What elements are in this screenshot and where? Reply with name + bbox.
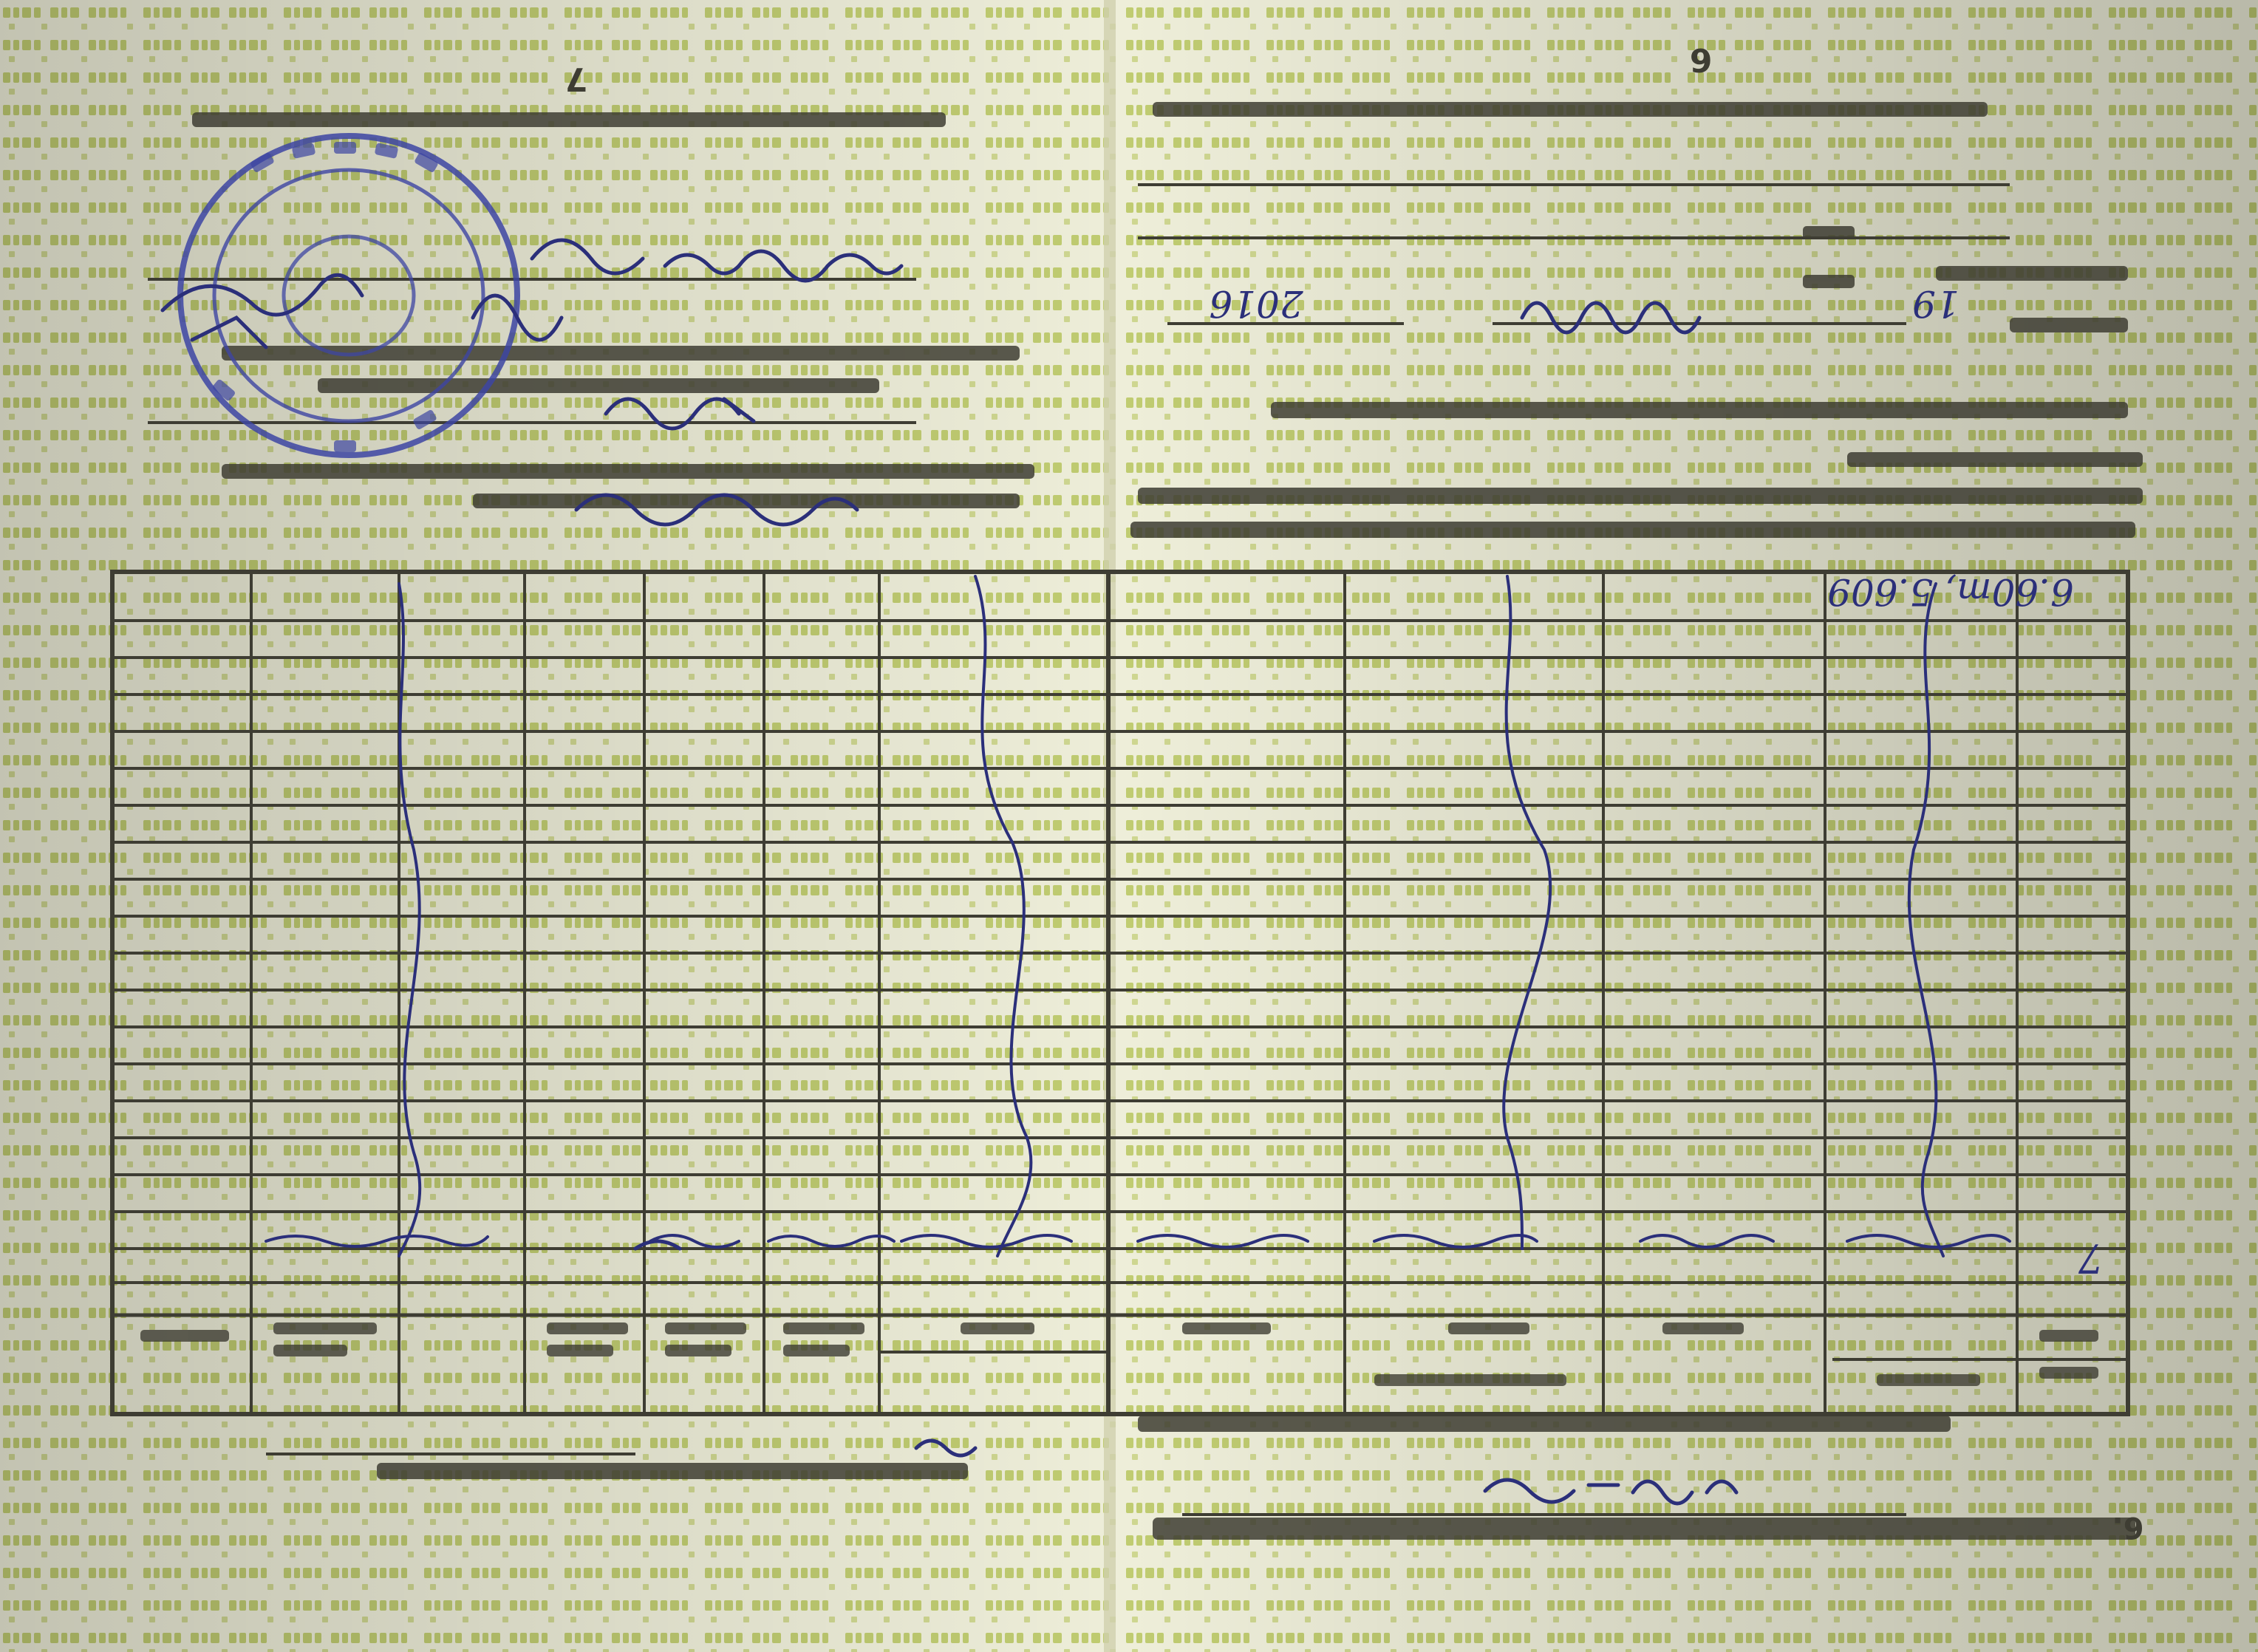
handwritten-entry-1: 6.60m, 5.609 xyxy=(1827,570,2074,613)
left-page-number xyxy=(565,60,588,98)
handwritten-entry-2: 7 xyxy=(2078,1235,2104,1281)
handwritten-row-number xyxy=(2078,1235,2104,1281)
handwritten-top-entry xyxy=(1827,570,2074,613)
handwritten-19: 19 xyxy=(1912,282,1959,325)
heading-number: 6. xyxy=(2112,1510,2144,1544)
handwritten-2016: 2016 xyxy=(1209,282,1303,325)
handwritten-6-4-number xyxy=(1912,282,1959,325)
right-page-number xyxy=(1690,41,1713,78)
page-number-7: 7 xyxy=(564,60,588,98)
section-heading-number xyxy=(2112,1510,2143,1544)
handwritten-6-4-year xyxy=(1209,282,1303,325)
page-number-6: 6 xyxy=(1689,41,1713,78)
